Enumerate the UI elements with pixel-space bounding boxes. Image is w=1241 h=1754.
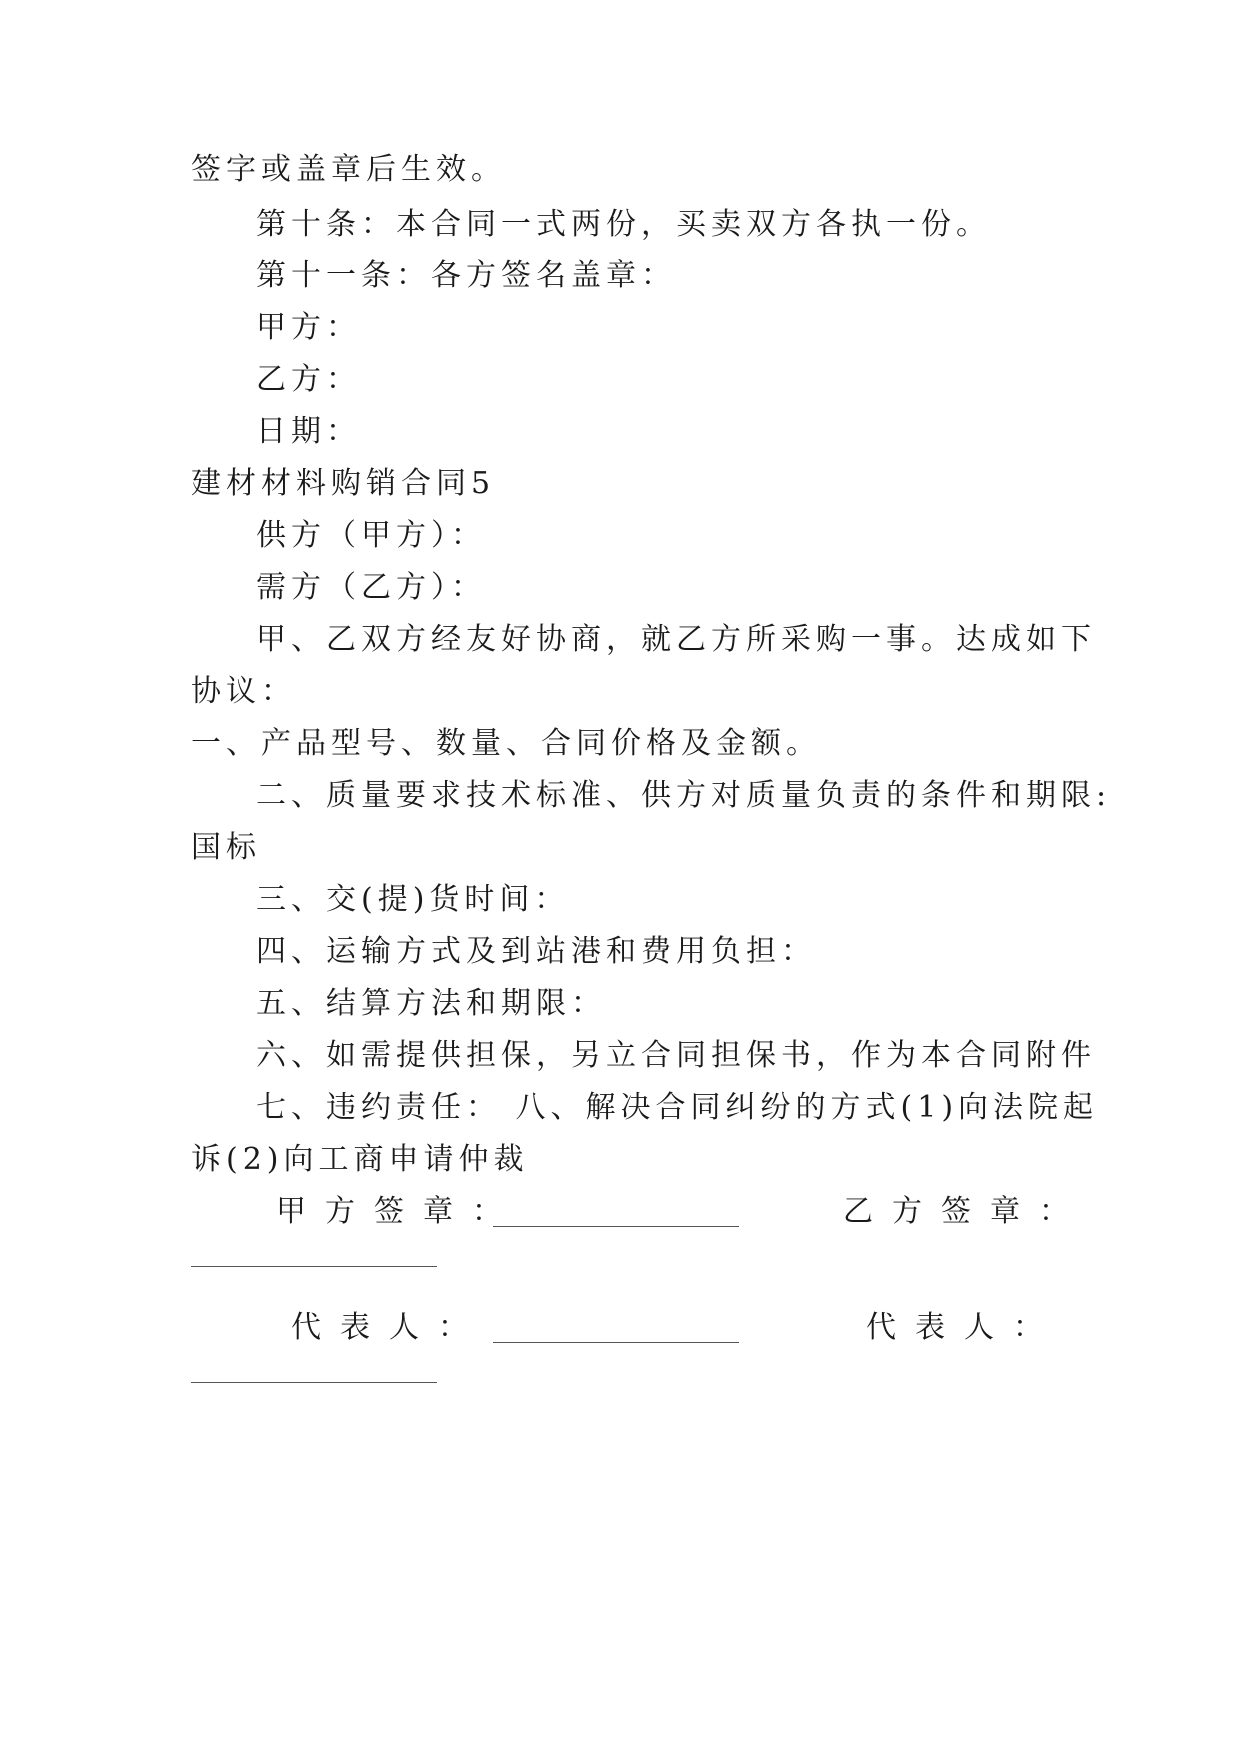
text-line-item-2-cont: 国标	[191, 830, 261, 865]
party-b-sign-label: 乙方签章：	[843, 1194, 1088, 1229]
text-line-intro: 甲、乙双方经友好协商，就乙方所采购一事。达成如下	[256, 622, 1096, 657]
text-line-supplier: 供方（甲方）：	[256, 518, 486, 553]
text-line-buyer: 需方（乙方）：	[256, 570, 486, 605]
text-line-intro-cont: 协议：	[191, 674, 296, 709]
text-line-item-8-cont: 诉(2)向工商申请仲裁	[191, 1142, 529, 1177]
text-line-party-a: 甲方：	[256, 310, 361, 345]
rep-a-blank	[493, 1342, 739, 1343]
text-line-item-4: 四、运输方式及到站港和费用负担：	[256, 934, 816, 969]
text-line-item-2: 二、质量要求技术标准、供方对质量负责的条件和期限:	[256, 778, 1112, 813]
text-line-party-b: 乙方：	[256, 362, 361, 397]
text-line-article-11: 第十一条：各方签名盖章：	[256, 258, 676, 293]
rep-b-blank	[191, 1382, 437, 1383]
text-line-article-10: 第十条：本合同一式两份，买卖双方各执一份。	[256, 207, 991, 242]
text-line-item-3: 三、交(提)货时间：	[256, 882, 570, 917]
text-line-date: 日期：	[256, 414, 361, 449]
text-line-item-6: 六、如需提供担保，另立合同担保书，作为本合同附件	[256, 1038, 1096, 1073]
text-line-item-7-8: 七、违约责任： 八、解决合同纠纷的方式(1)向法院起	[256, 1090, 1099, 1125]
party-a-sign-blank	[493, 1226, 739, 1227]
section-title: 建材材料购销合同5	[191, 466, 496, 501]
signature-row-parties	[191, 1192, 1088, 1232]
signature-row-representatives	[191, 1308, 1062, 1348]
text-line-item-5: 五、结算方法和期限：	[256, 986, 606, 1021]
party-a-sign-label: 甲方签章：	[276, 1194, 521, 1229]
party-b-sign-blank	[191, 1266, 437, 1267]
rep-b-label: 代表人：	[866, 1310, 1062, 1345]
text-line-1: 签字或盖章后生效。	[191, 152, 506, 187]
text-line-item-1: 一、产品型号、数量、合同价格及金额。	[191, 726, 821, 761]
rep-a-label: 代表人：	[291, 1310, 487, 1345]
